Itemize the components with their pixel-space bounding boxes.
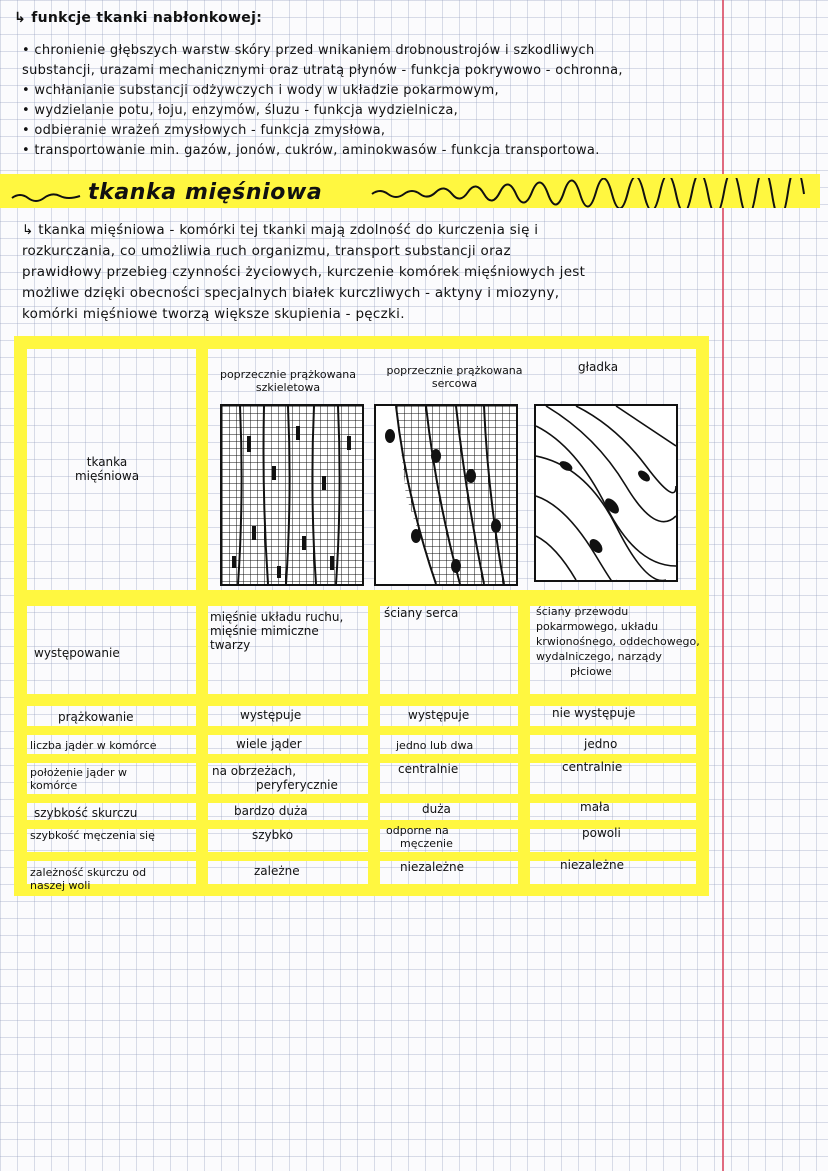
section-title: tkanka mięśniowa [88, 180, 323, 205]
corner-label-line-2: mięśniowa [74, 469, 140, 483]
intro-bullet-2: • wchłanianie substancji odżywczych i wody w układzie pokarmowym, [22, 83, 499, 98]
table-corner-label [62, 455, 152, 483]
intro-bullet-4: • odbieranie wrażeń zmysłowych - funkcja zmysłowa, [22, 123, 386, 138]
table-row-sep-3 [14, 726, 709, 735]
cell-line: zależność skurczu od [30, 866, 147, 879]
col-header-skeletal-line-1: poprzecznie prążkowana [219, 368, 357, 381]
cardiac-muscle-illustration [374, 404, 518, 586]
row-label-voluntary-control [30, 866, 146, 892]
corner-label-line-1: tkanka [86, 455, 128, 469]
cell-striation-smooth: nie występuje [552, 706, 636, 720]
cell-nuclei-count-smooth: jedno [584, 737, 618, 751]
cell-contraction-speed-skeletal: bardzo duża [234, 804, 308, 818]
table-frame-left [14, 336, 27, 896]
cell-voluntary-smooth: niezależne [560, 858, 624, 872]
smooth-muscle-drawing [536, 406, 676, 580]
skeletal-muscle-illustration [220, 404, 364, 586]
row-label-contraction-speed: szybkość skurczu [34, 806, 138, 820]
intro-bullet-3: • wydzielanie potu, łoju, enzymów, śluzu - funkcja wydzielnicza, [22, 103, 459, 118]
cell-line: mięśnie układu ruchu, [210, 610, 344, 624]
skeletal-muscle-drawing [222, 406, 362, 584]
table-col-sep-2 [368, 596, 380, 892]
row-label-fatigue-speed: szybkość męczenia się [30, 829, 155, 842]
cell-line: pokarmowego, układu [536, 620, 659, 633]
smooth-muscle-illustration [534, 404, 678, 582]
cell-nuclei-position-skeletal [212, 764, 338, 792]
col-header-skeletal-line-2: szkieletowa [255, 381, 321, 394]
cell-voluntary-skeletal: zależne [254, 864, 300, 878]
cell-voluntary-cardiac: niezależne [400, 860, 464, 874]
cell-occurrence-cardiac [384, 606, 458, 620]
cell-line: peryferycznie [256, 778, 338, 792]
cell-line: wydalniczego, narządy [536, 650, 662, 663]
cell-occurrence-skeletal [210, 610, 343, 652]
cell-line: komórce [30, 779, 78, 792]
table-frame-top [14, 336, 704, 349]
intro-bullet-1: • chronienie głębszych warstw skóry przed wnikaniem drobnoustrojów i szkodliwych [22, 43, 595, 58]
col-header-smooth-line-1: gładka [578, 360, 619, 374]
cell-line: mięśnie mimiczne [210, 624, 319, 638]
column-header-cardiac [372, 364, 537, 390]
row-label-occurrence: występowanie [34, 646, 120, 660]
cell-nuclei-position-smooth: centralnie [562, 760, 623, 774]
table-col-sep-1 [196, 336, 208, 894]
cell-nuclei-position-cardiac: centralnie [398, 762, 459, 776]
row-label-nuclei-count: liczba jąder w komórce [30, 739, 157, 752]
cell-fatigue-speed-cardiac [386, 824, 453, 850]
cell-contraction-speed-smooth: mała [580, 800, 610, 814]
table-col-sep-3 [518, 596, 530, 892]
cell-line: ściany serca [384, 606, 459, 620]
cell-line: krwionośnego, oddechowego, [536, 635, 700, 648]
cell-fatigue-speed-smooth: powoli [582, 826, 621, 840]
paragraph-line-1: ↳ tkanka mięśniowa - komórki tej tkanki mają zdolność do kurczenia się i [22, 222, 539, 238]
cell-nuclei-count-skeletal: wiele jąder [236, 737, 302, 751]
intro-heading: ↳ funkcje tkanki nabłonkowej: [14, 10, 263, 26]
cell-fatigue-speed-skeletal: szybko [252, 828, 294, 842]
cell-line: naszej woli [30, 879, 91, 892]
row-label-striation: prążkowanie [58, 710, 134, 724]
paragraph-line-3: prawidłowy przebieg czynności życiowych, kurczenie komórek mięśniowych jest [22, 264, 586, 280]
cell-nuclei-count-cardiac: jedno lub dwa [396, 739, 474, 752]
cell-line: położenie jąder w [30, 766, 127, 779]
column-header-skeletal [208, 368, 368, 394]
cell-line: ściany przewodu [536, 605, 629, 618]
paragraph-line-5: komórki mięśniowe tworzą większe skupienia - pęczki. [22, 306, 405, 322]
paragraph-line-4: możliwe dzięki obecności specjalnych białek kurczliwych - aktyny i miozyny, [22, 285, 560, 301]
cell-line: twarzy [210, 638, 251, 652]
column-header-smooth [578, 360, 618, 374]
col-header-cardiac-line-2: sercowa [431, 377, 478, 390]
table-row-sep-2 [14, 694, 709, 706]
cardiac-muscle-drawing [376, 406, 516, 584]
cell-line: odporne na [386, 824, 449, 837]
intro-bullet-5: • transportowanie min. gazów, jonów, cukrów, aminokwasów - funkcja transportowa. [22, 143, 600, 158]
cell-striation-cardiac: występuje [408, 708, 470, 722]
paragraph-line-2: rozkurczania, co umożliwia ruch organizmu, transport substancji oraz [22, 243, 511, 259]
col-header-cardiac-line-1: poprzecznie prążkowana [386, 364, 523, 377]
cell-line: płciowe [570, 665, 612, 678]
cell-occurrence-smooth [536, 604, 700, 679]
intro-bullet-1-cont: substancji, urazami mechanicznymi oraz utratą płynów - funkcja pokrywowo - ochronna, [22, 63, 623, 78]
cell-contraction-speed-cardiac: duża [422, 802, 451, 816]
cell-striation-skeletal: występuje [240, 708, 302, 722]
cell-line: męczenie [400, 837, 453, 850]
row-label-nuclei-position [30, 766, 127, 792]
cell-line: na obrzeżach, [212, 764, 297, 778]
